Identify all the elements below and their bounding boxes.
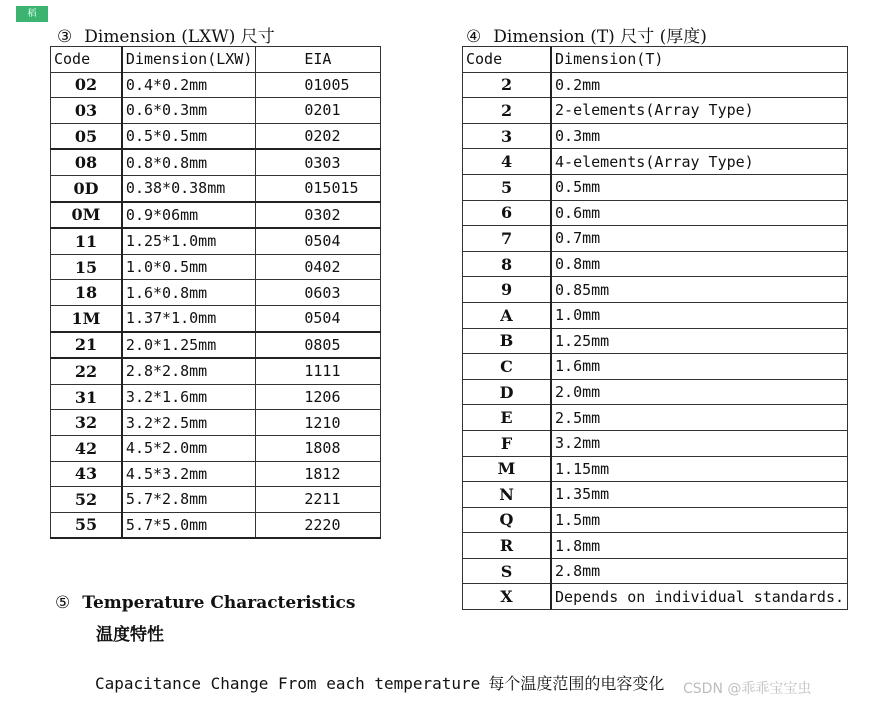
code-cell: 15 — [51, 254, 122, 280]
code-cell: 21 — [51, 332, 122, 359]
dimension-cell: 3.2mm — [551, 430, 847, 456]
code-cell: 02 — [51, 72, 122, 98]
dimension-cell: 3.2*1.6mm — [122, 384, 256, 410]
eia-cell: 0402 — [256, 254, 381, 280]
dimension-cell: 2.5mm — [551, 405, 847, 431]
code-cell: 43 — [51, 461, 122, 487]
column-header: Code — [463, 47, 552, 73]
code-cell: 03 — [51, 98, 122, 124]
code-cell: 8 — [463, 251, 552, 277]
table-row — [51, 149, 381, 175]
code-cell: S — [463, 558, 552, 584]
table-row — [463, 379, 848, 405]
dimension-cell: 1.0*0.5mm — [122, 254, 256, 280]
section-title: Temperature Characteristics — [82, 593, 356, 613]
dimension-cell: 5.7*2.8mm — [122, 487, 256, 513]
table-header-row — [51, 47, 381, 73]
code-cell: 3 — [463, 123, 552, 149]
code-cell: 2 — [463, 98, 552, 124]
section-number: ④ — [466, 27, 482, 47]
code-cell: 32 — [51, 410, 122, 436]
eia-cell: 1206 — [256, 384, 381, 410]
column-header: EIA — [256, 47, 381, 73]
dimension-cell: 0.4*0.2mm — [122, 72, 256, 98]
eia-cell: 1808 — [256, 435, 381, 461]
table-row — [463, 354, 848, 380]
dimension-cell: 2.8*2.8mm — [122, 358, 256, 384]
code-cell: 55 — [51, 512, 122, 538]
dimension-cell: 2-elements(Array Type) — [551, 98, 847, 124]
table-row — [51, 332, 381, 359]
code-cell: 4 — [463, 149, 552, 175]
eia-cell: 0504 — [256, 228, 381, 254]
table-row — [463, 430, 848, 456]
dimension-cell: 1.5mm — [551, 507, 847, 533]
table-row — [463, 277, 848, 303]
eia-cell: 0603 — [256, 280, 381, 306]
watermark: CSDN @乖乖宝宝虫 — [683, 681, 812, 697]
table-row — [463, 123, 848, 149]
table-row — [51, 461, 381, 487]
section-3-heading — [57, 22, 275, 47]
code-cell: 5 — [463, 174, 552, 200]
eia-cell: 01005 — [256, 72, 381, 98]
code-cell: 42 — [51, 435, 122, 461]
eia-cell: 0202 — [256, 123, 381, 149]
table-row — [463, 328, 848, 354]
dimension-cell: 0.8mm — [551, 251, 847, 277]
code-cell: D — [463, 379, 552, 405]
code-cell: 2 — [463, 72, 552, 98]
table-row — [51, 175, 381, 201]
dimension-cell: 0.7mm — [551, 226, 847, 252]
caption-text: Capacitance Change From each temperature — [95, 674, 481, 693]
dimension-cell: 0.2mm — [551, 72, 847, 98]
table-row — [463, 533, 848, 559]
code-cell: R — [463, 533, 552, 559]
dimension-cell: 1.35mm — [551, 482, 847, 508]
caption-text-cn: 每个温度范围的电容变化 — [488, 674, 665, 693]
dimension-cell: 0.5mm — [551, 174, 847, 200]
table-row — [51, 254, 381, 280]
column-header: Dimension(T) — [551, 47, 847, 73]
dimension-cell: 2.0mm — [551, 379, 847, 405]
dimension-cell: 4.5*2.0mm — [122, 435, 256, 461]
section-title-cn: 温度特性 — [96, 625, 164, 645]
code-cell: C — [463, 354, 552, 380]
table-row — [463, 149, 848, 175]
corner-badge: 稻 — [16, 6, 48, 22]
code-cell: 0D — [51, 175, 122, 201]
table-row — [463, 72, 848, 98]
dimension-lxw-table — [50, 46, 381, 539]
dimension-cell: 1.6*0.8mm — [122, 280, 256, 306]
table-header-row — [463, 47, 848, 73]
dimension-cell: 3.2*2.5mm — [122, 410, 256, 436]
dimension-cell: 1.25mm — [551, 328, 847, 354]
code-cell: 0M — [51, 202, 122, 229]
eia-cell: 2220 — [256, 512, 381, 538]
code-cell: 18 — [51, 280, 122, 306]
dimension-cell: 0.6mm — [551, 200, 847, 226]
table-row — [51, 410, 381, 436]
table-row — [51, 72, 381, 98]
code-cell: 22 — [51, 358, 122, 384]
code-cell: B — [463, 328, 552, 354]
section-number: ③ — [57, 27, 73, 47]
table-row — [51, 228, 381, 254]
code-cell: M — [463, 456, 552, 482]
code-cell: X — [463, 584, 552, 610]
eia-cell: 015015 — [256, 175, 381, 201]
eia-cell: 1210 — [256, 410, 381, 436]
dimension-cell: 1.37*1.0mm — [122, 305, 256, 331]
table-row — [463, 584, 848, 610]
code-cell: 1M — [51, 305, 122, 331]
dimension-cell: 0.8*0.8mm — [122, 149, 256, 175]
table-row — [463, 507, 848, 533]
dimension-cell: 2.8mm — [551, 558, 847, 584]
table-row — [463, 558, 848, 584]
table-row — [463, 482, 848, 508]
table-row — [51, 280, 381, 306]
eia-cell: 1812 — [256, 461, 381, 487]
table-row — [463, 200, 848, 226]
code-cell: 7 — [463, 226, 552, 252]
dimension-cell: 4.5*3.2mm — [122, 461, 256, 487]
dimension-cell: 1.8mm — [551, 533, 847, 559]
code-cell: 08 — [51, 149, 122, 175]
dimension-cell: 0.6*0.3mm — [122, 98, 256, 124]
dimension-cell: Depends on individual standards. — [551, 584, 847, 610]
table-row — [463, 98, 848, 124]
code-cell: F — [463, 430, 552, 456]
section-title: Dimension (T) 尺寸 (厚度) — [493, 27, 707, 47]
table-row — [51, 512, 381, 538]
code-cell: 31 — [51, 384, 122, 410]
capacitance-caption — [95, 671, 664, 694]
dimension-cell: 0.85mm — [551, 277, 847, 303]
table-row — [51, 123, 381, 149]
section-title: Dimension (LXW) 尺寸 — [84, 27, 275, 47]
eia-cell: 0805 — [256, 332, 381, 359]
eia-cell: 0303 — [256, 149, 381, 175]
eia-cell: 0201 — [256, 98, 381, 124]
eia-cell: 2211 — [256, 487, 381, 513]
dimension-cell: 1.6mm — [551, 354, 847, 380]
table-row — [463, 405, 848, 431]
table-row — [463, 456, 848, 482]
dimension-cell: 0.38*0.38mm — [122, 175, 256, 201]
eia-cell: 1111 — [256, 358, 381, 384]
eia-cell: 0504 — [256, 305, 381, 331]
code-cell: 6 — [463, 200, 552, 226]
dimension-cell: 0.9*06mm — [122, 202, 256, 229]
table-row — [51, 98, 381, 124]
column-header: Dimension(LXW) — [122, 47, 256, 73]
dimension-cell: 0.5*0.5mm — [122, 123, 256, 149]
code-cell: E — [463, 405, 552, 431]
section-number: ⑤ — [55, 593, 71, 613]
table-row — [463, 302, 848, 328]
dimension-cell: 0.3mm — [551, 123, 847, 149]
table-row — [463, 226, 848, 252]
code-cell: Q — [463, 507, 552, 533]
code-cell: 52 — [51, 487, 122, 513]
dimension-cell: 1.15mm — [551, 456, 847, 482]
table-row — [51, 202, 381, 229]
dimension-cell: 1.0mm — [551, 302, 847, 328]
section-4-heading — [466, 22, 707, 47]
table-row — [51, 384, 381, 410]
dimension-cell: 5.7*5.0mm — [122, 512, 256, 538]
dimension-cell: 2.0*1.25mm — [122, 332, 256, 359]
code-cell: A — [463, 302, 552, 328]
table-row — [463, 251, 848, 277]
table-row — [51, 435, 381, 461]
code-cell: 9 — [463, 277, 552, 303]
section-5-heading — [55, 593, 355, 613]
dimension-cell: 1.25*1.0mm — [122, 228, 256, 254]
table-row — [51, 358, 381, 384]
dimension-cell: 4-elements(Array Type) — [551, 149, 847, 175]
code-cell: 05 — [51, 123, 122, 149]
table-row — [51, 487, 381, 513]
column-header: Code — [51, 47, 122, 73]
dimension-t-table — [462, 46, 848, 610]
table-row — [463, 174, 848, 200]
table-row — [51, 305, 381, 331]
code-cell: 11 — [51, 228, 122, 254]
code-cell: N — [463, 482, 552, 508]
eia-cell: 0302 — [256, 202, 381, 229]
